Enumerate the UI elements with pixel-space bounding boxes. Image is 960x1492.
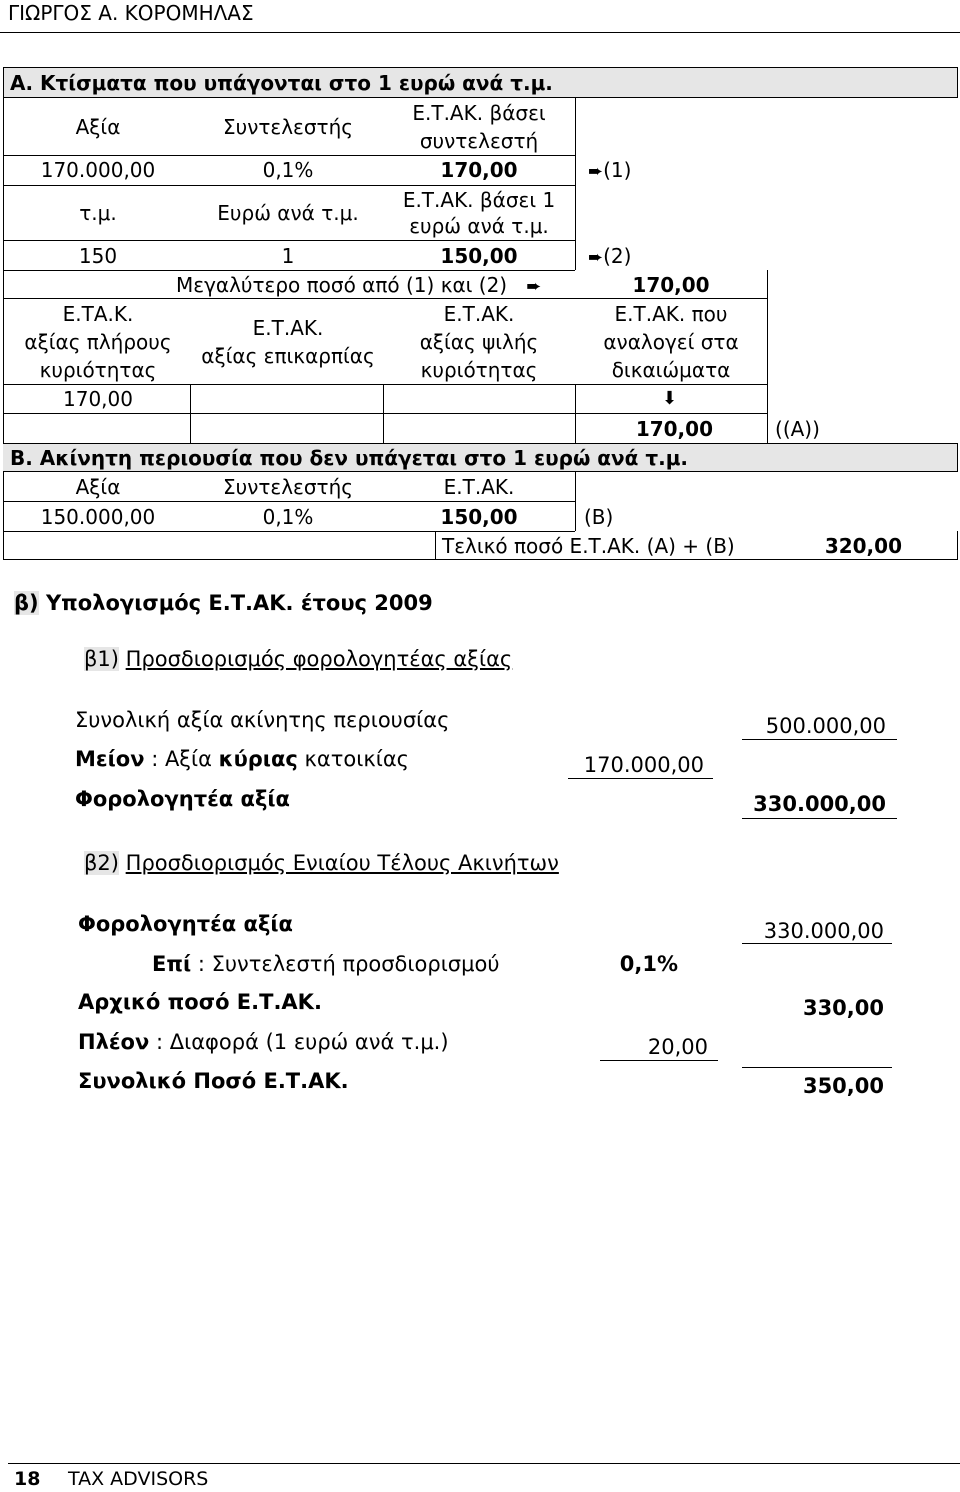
full-ownership-value: 170,00: [63, 387, 133, 411]
col-b-value: Αξία: [75, 475, 121, 499]
col-full-ownership-3: κυριότητας: [39, 358, 157, 382]
euro-per-sqm-value: 1: [281, 244, 295, 268]
b2-line5-value: 350,00: [802, 1074, 884, 1098]
section-b-title: Β. Ακίνητη περιουσία που δεν υπάγεται στο 1 ευρώ ανά τ.μ.: [10, 446, 689, 470]
grid-line: [957, 531, 958, 559]
col-usufruct-2: αξίας επικαρπίας: [201, 344, 375, 368]
b2-line5-label: Συνολικό Ποσό Ε.Τ.ΑΚ.: [78, 1069, 349, 1093]
col-bare-ownership-1: Ε.Τ.ΑΚ.: [443, 302, 515, 326]
section-b2-heading: β2) Προσδιορισμός Ενιαίου Τέλους Ακινήτων: [84, 851, 559, 875]
b1-line3-value: 330.000,00: [753, 792, 886, 816]
grid-line: [3, 559, 958, 560]
col-header-rate: Συντελεστής: [222, 115, 353, 139]
b2-line4-value: 20,00: [647, 1035, 708, 1059]
b2-line3-label: Αρχικό ποσό Ε.Τ.ΑΚ.: [78, 990, 322, 1014]
b2-line2-value: 0,1%: [619, 952, 678, 976]
b1-line1-label: Συνολική αξία ακίνητης περιουσίας: [75, 708, 450, 732]
etak-a1: 170,00: [440, 158, 518, 182]
col-usufruct-1: Ε.Τ.ΑΚ.: [252, 316, 324, 340]
final-label: Τελικό ποσό Ε.Τ.ΑΚ. (Α) + (Β): [442, 534, 735, 558]
b2-line1-label: Φορολογητέα αξία: [78, 912, 293, 936]
col-header-euro-per-sqm: Ευρώ ανά τ.μ.: [217, 201, 359, 225]
page-header-author: ΓΙΩΡΓΟΣ Α. ΚΟΡΟΜΗΛΑΣ: [8, 1, 254, 25]
footer-brand: TAX ADVISORS: [68, 1468, 209, 1490]
ref-1: ➨(1): [588, 158, 632, 182]
footer-rule: [8, 1463, 960, 1464]
col-rights-2: αναλογεί στα: [603, 330, 739, 354]
arrow-down-icon: ⬇: [662, 388, 678, 409]
grid-line: [3, 531, 575, 532]
col-header-etak-1euro-1: Ε.Τ.ΑΚ. βάσει 1: [402, 188, 556, 212]
value-b: 150.000,00: [40, 505, 156, 529]
b2-line4-label: Πλέον : Διαφορά (1 ευρώ ανά τ.μ.): [78, 1030, 449, 1054]
col-bare-ownership-2: αξίας ψιλής: [419, 330, 539, 354]
etak-a2: 150,00: [440, 244, 518, 268]
col-header-sqm: τ.μ.: [79, 201, 117, 225]
grid-line: [957, 443, 958, 471]
grid-line: [3, 185, 575, 186]
col-rights-3: δικαιώματα: [611, 358, 731, 382]
b2-line3-value: 330,00: [802, 996, 884, 1020]
grid-line: [435, 531, 436, 559]
grid-line: [3, 97, 958, 98]
rate-a1: 0,1%: [262, 158, 314, 182]
b1-line1-underline: [742, 739, 897, 740]
b2-line2-label: Επί : Συντελεστή προσδιορισμού: [152, 952, 500, 976]
rate-b: 0,1%: [262, 505, 314, 529]
result-a-ref: ((Α)): [775, 417, 820, 441]
grid-line: [575, 471, 576, 531]
b1-line2-value: 170.000,00: [583, 753, 704, 777]
arrow-right-icon: ➨: [588, 161, 604, 182]
grid-line: [3, 67, 958, 68]
ref-2: ➨(2): [588, 244, 632, 268]
col-header-value: Αξία: [75, 115, 121, 139]
arrow-right-icon: ➨: [526, 276, 542, 297]
b1-line3-underline: [742, 818, 897, 819]
grid-line: [3, 240, 575, 241]
b2-line4-underline: [600, 1060, 718, 1061]
col-header-etak-rate-1: Ε.Τ.ΑΚ. βάσει: [412, 101, 546, 125]
arrow-right-icon: ➨: [588, 247, 604, 268]
header-rule: [0, 32, 960, 33]
grid-line: [3, 384, 768, 385]
col-header-etak-rate-2: συντελεστή: [419, 129, 539, 153]
grid-line: [383, 384, 384, 443]
max-value: 170,00: [632, 273, 710, 297]
value-a1: 170.000,00: [40, 158, 156, 182]
result-a-value: 170,00: [635, 417, 713, 441]
max-label: Μεγαλύτερο ποσό από (1) και (2) ➨: [176, 273, 542, 297]
b1-line2-underline: [568, 778, 713, 779]
grid-line: [3, 155, 575, 156]
col-b-etak: Ε.Τ.ΑΚ.: [443, 475, 515, 499]
grid-line: [3, 270, 575, 271]
grid-line: [767, 270, 768, 443]
etak-b: 150,00: [440, 505, 518, 529]
b1-line3-label: Φορολογητέα αξία: [75, 787, 290, 811]
b1-line2-label: Μείον : Αξία κύριας κατοικίας: [75, 747, 410, 771]
col-rights-1: Ε.Τ.ΑΚ. που: [614, 302, 728, 326]
grid-line: [3, 501, 575, 502]
b1-line1-value: 500.000,00: [765, 714, 886, 738]
col-b-rate: Συντελεστής: [222, 475, 353, 499]
b2-line1-underline: [742, 943, 892, 944]
grid-line: [957, 67, 958, 97]
grid-line: [3, 471, 958, 472]
section-a-title: Α. Κτίσματα που υπάγονται στο 1 ευρώ ανά τ.μ.: [10, 71, 553, 95]
grid-line: [3, 413, 768, 414]
ref-b: (Β): [584, 505, 614, 529]
col-header-etak-1euro-2: ευρώ ανά τ.μ.: [409, 214, 549, 238]
col-full-ownership-1: Ε.ΤΑ.Κ.: [62, 302, 134, 326]
col-full-ownership-2: αξίας πλήρους: [24, 330, 172, 354]
col-bare-ownership-3: κυριότητας: [420, 358, 538, 382]
b2-line1-value: 330.000,00: [763, 919, 884, 943]
section-beta-heading: β) Υπολογισμός Ε.Τ.ΑΚ. έτους 2009: [14, 591, 433, 615]
grid-line: [575, 97, 576, 270]
page-number: 18: [14, 1468, 41, 1490]
b2-line5-underline-top: [742, 1067, 892, 1068]
sqm-value: 150: [78, 244, 118, 268]
section-b1-heading: β1) Προσδιορισμός φορολογητέας αξίας: [84, 647, 513, 671]
final-value: 320,00: [824, 534, 902, 558]
